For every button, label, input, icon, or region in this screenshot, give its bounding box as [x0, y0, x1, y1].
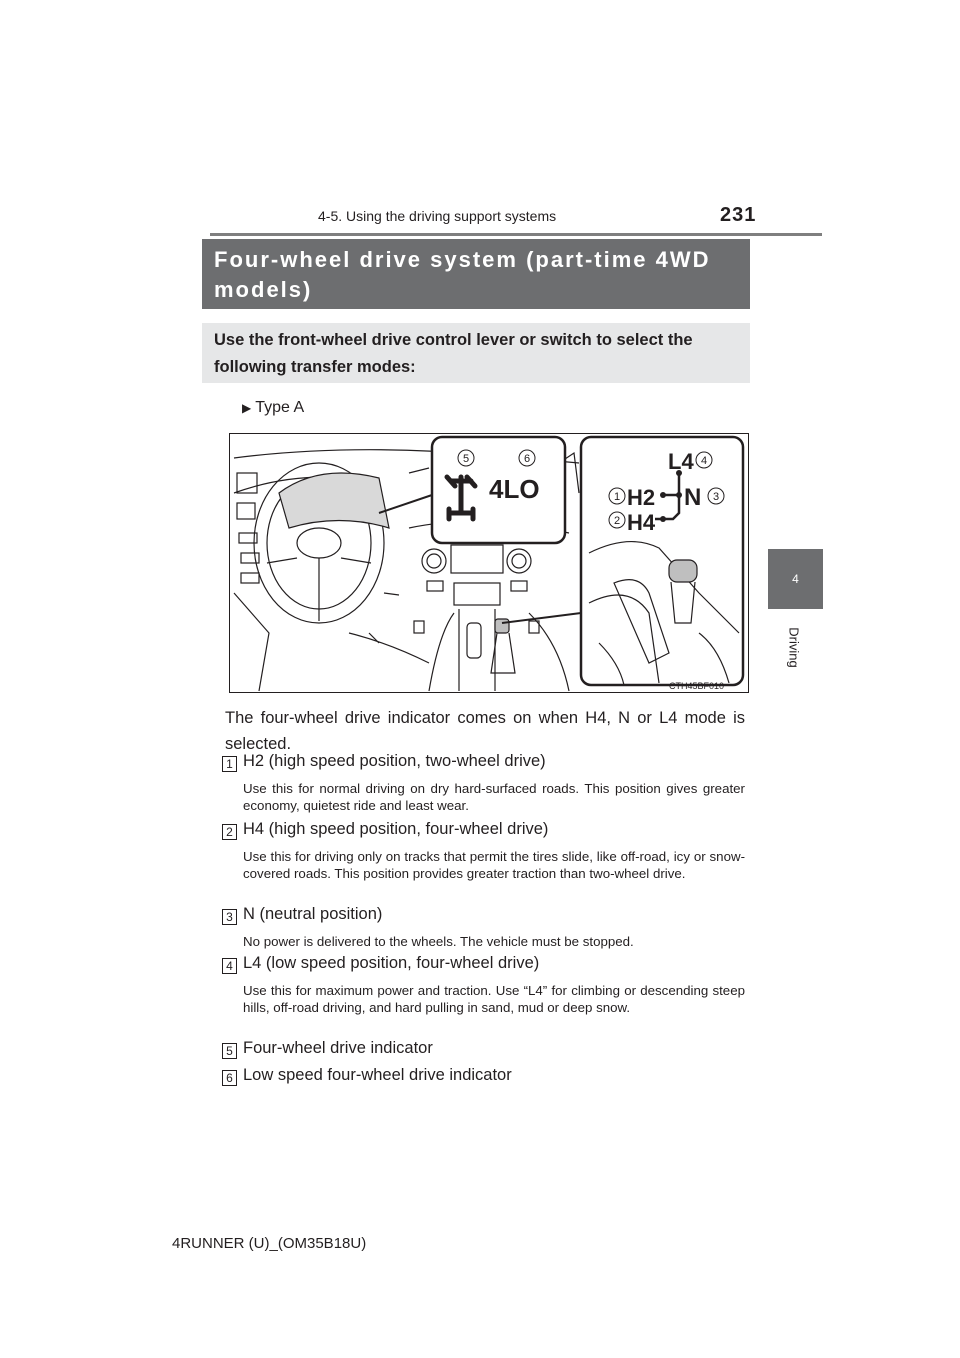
shift-label-l4: L4 [668, 449, 694, 474]
header-rule [210, 233, 822, 236]
dashboard-illustration [229, 433, 749, 693]
item-title-1: H2 (high speed position, two-wheel drive) [243, 752, 546, 770]
type-label-text: Type A [255, 399, 305, 416]
callout-6: 6 [523, 453, 531, 465]
4lo-indicator: 4LO [489, 474, 540, 504]
chapter-tab: 4 [768, 549, 823, 609]
item-title-5: Four-wheel drive indicator [243, 1039, 433, 1057]
chapter-label: Driving [786, 627, 802, 668]
callout-3: 3 [712, 491, 720, 503]
callout-5: 5 [462, 453, 470, 465]
item-number-2: 2 [222, 824, 237, 840]
figure-code: CTH45BF010 [669, 681, 725, 691]
callout-2: 2 [613, 515, 621, 527]
item-number-3: 3 [222, 909, 237, 925]
header-section-title: 4-5. Using the driving support systems [318, 208, 557, 224]
triangle-arrow-icon: ▶ [242, 401, 252, 415]
item-desc-3: No power is delivered to the wheels. The vehicle must be stopped. [243, 934, 634, 949]
shift-label-h2: H2 [627, 485, 656, 510]
item-desc-4: Use this for maximum power and traction. Use “L4” for climbing or descending steep hills, off-road driving, and hard pulling in sand, mud or deep snow. [243, 983, 745, 1015]
type-label [242, 399, 304, 417]
page-number: 231 [720, 204, 757, 226]
dashboard-figure [229, 433, 749, 693]
item-title-6: Low speed four-wheel drive indicator [243, 1066, 512, 1084]
item-title-3: N (neutral position) [243, 905, 383, 923]
item-title-2: H4 (high speed position, four-wheel drive) [243, 820, 549, 838]
callout-1: 1 [613, 491, 621, 503]
item-title-4: L4 (low speed position, four-wheel drive) [243, 954, 540, 972]
item-number-5: 5 [222, 1043, 237, 1059]
item-number-1: 1 [222, 756, 237, 772]
callout-4: 4 [700, 455, 708, 467]
item-number-6: 6 [222, 1070, 237, 1086]
item-desc-2: Use this for driving only on tracks that permit the tires slide, like off-road, icy or snow-covered roads. This position provides greater traction than two-wheel drive. [243, 849, 745, 881]
footer-model-code: 4RUNNER (U)_(OM35B18U) [172, 1235, 367, 1252]
item-desc-1: Use this for normal driving on dry hard-surfaced roads. This position gives greater economy, quietest ride and least wear. [243, 781, 745, 813]
shift-label-h4: H4 [627, 510, 656, 535]
shift-label-n: N [684, 484, 702, 511]
indicator-inset [432, 437, 565, 543]
intro-box: Use the front-wheel drive control lever or switch to select the following transfer modes: [202, 323, 750, 383]
item-number-4: 4 [222, 958, 237, 974]
shift-lever-inset [581, 437, 743, 685]
indicator-description: The four-wheel drive indicator comes on when H4, N or L4 mode is selected. [225, 709, 745, 753]
section-title: Four-wheel drive system (part-time 4WD models) [202, 239, 750, 309]
